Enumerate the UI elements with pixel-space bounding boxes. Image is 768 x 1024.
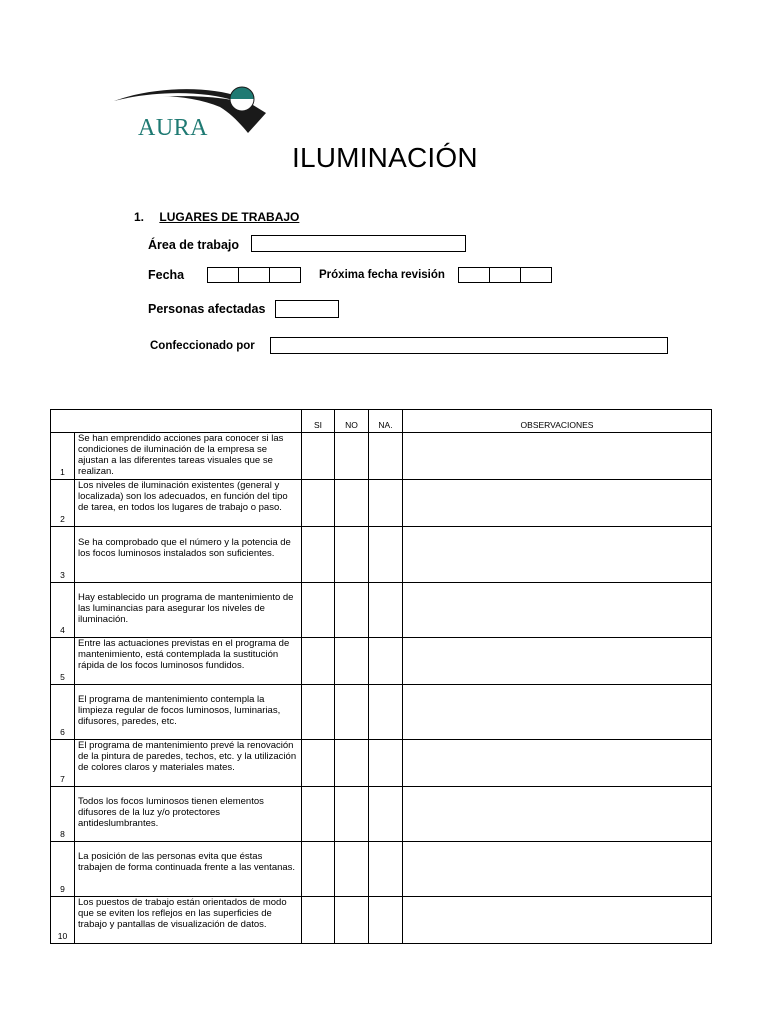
cell-no[interactable] [335, 638, 369, 685]
cell-na[interactable] [369, 842, 403, 897]
fecha-field[interactable] [207, 267, 301, 283]
cell-no[interactable] [335, 433, 369, 480]
cell-observaciones[interactable] [403, 583, 712, 638]
cell-na[interactable] [369, 480, 403, 527]
header-na: NA. [369, 410, 403, 433]
row-number: 9 [51, 842, 75, 897]
table-row [51, 787, 712, 842]
cell-no[interactable] [335, 527, 369, 583]
row-number: 1 [51, 433, 75, 480]
row-number: 2 [51, 480, 75, 527]
fecha-year-box[interactable] [269, 267, 301, 283]
personas-label: Personas afectadas [148, 302, 266, 316]
cell-si[interactable] [302, 527, 335, 583]
cell-observaciones[interactable] [403, 787, 712, 842]
page-title: ILUMINACIÓN [292, 142, 478, 173]
cell-observaciones[interactable] [403, 433, 712, 480]
table-row [51, 480, 712, 527]
cell-si[interactable] [302, 480, 335, 527]
area-field[interactable] [251, 235, 466, 252]
section-title: LUGARES DE TRABAJO [159, 210, 300, 224]
proxima-month-box[interactable] [489, 267, 521, 283]
proxima-label: Próxima fecha revisión [319, 269, 445, 281]
row-number: 5 [51, 638, 75, 685]
cell-observaciones[interactable] [403, 685, 712, 740]
proxima-year-box[interactable] [520, 267, 552, 283]
row-question: Todos los focos luminosos tienen elementos difusores de la luz y/o protectores antideslumbrantes. [75, 787, 302, 842]
cell-no[interactable] [335, 842, 369, 897]
table-row [51, 842, 712, 897]
fecha-day-box[interactable] [207, 267, 239, 283]
confeccionado-label: Confeccionado por [150, 340, 255, 352]
table-row [51, 433, 712, 480]
cell-si[interactable] [302, 842, 335, 897]
cell-si[interactable] [302, 685, 335, 740]
logo-text: AURA [138, 115, 209, 141]
row-number: 4 [51, 583, 75, 638]
row-question: Entre las actuaciones previstas en el programa de mantenimiento, está contemplada la sustitución rápida de los focos luminosos fundidos. [75, 638, 302, 685]
table-row [51, 897, 712, 944]
section-number: 1. [134, 210, 145, 224]
table-row [51, 527, 712, 583]
row-question: Se ha comprobado que el número y la potencia de los focos luminosos instalados son suficientes. [75, 527, 302, 583]
cell-si[interactable] [302, 433, 335, 480]
row-question: El programa de mantenimiento contempla la limpieza regular de focos luminosos, luminarias, difusores, paredes, etc. [75, 685, 302, 740]
cell-na[interactable] [369, 685, 403, 740]
table-row [51, 685, 712, 740]
table-row [51, 583, 712, 638]
cell-na[interactable] [369, 787, 403, 842]
cell-na[interactable] [369, 583, 403, 638]
table-row [51, 638, 712, 685]
cell-no[interactable] [335, 740, 369, 787]
row-question: Los puestos de trabajo están orientados de modo que se eviten los reflejos en las superficies de trabajo y pantallas de visualización de datos. [75, 897, 302, 944]
confeccionado-field[interactable] [270, 337, 668, 354]
cell-si[interactable] [302, 787, 335, 842]
cell-na[interactable] [369, 897, 403, 944]
row-question: Hay establecido un programa de mantenimiento de las luminancias para asegurar los niveles de iluminación. [75, 583, 302, 638]
cell-no[interactable] [335, 480, 369, 527]
cell-no[interactable] [335, 685, 369, 740]
proxima-day-box[interactable] [458, 267, 490, 283]
table-row [51, 740, 712, 787]
row-number: 10 [51, 897, 75, 944]
cell-no[interactable] [335, 583, 369, 638]
row-question: La posición de las personas evita que éstas trabajen de forma continuada frente a las ventanas. [75, 842, 302, 897]
header-question [51, 410, 302, 433]
table-header-row [51, 410, 712, 433]
cell-si[interactable] [302, 583, 335, 638]
row-question: El programa de mantenimiento prevé la renovación de la pintura de paredes, techos, etc. y la utilización de colores claros y materiales mates. [75, 740, 302, 787]
row-number: 7 [51, 740, 75, 787]
cell-si[interactable] [302, 897, 335, 944]
row-number: 8 [51, 787, 75, 842]
area-label: Área de trabajo [148, 238, 240, 252]
proxima-field[interactable] [458, 267, 552, 283]
header-si: SI [302, 410, 335, 433]
row-number: 6 [51, 685, 75, 740]
checklist-table [50, 409, 712, 944]
cell-si[interactable] [302, 740, 335, 787]
row-number: 3 [51, 527, 75, 583]
personas-field[interactable] [275, 300, 339, 318]
cell-observaciones[interactable] [403, 897, 712, 944]
cell-observaciones[interactable] [403, 527, 712, 583]
cell-observaciones[interactable] [403, 740, 712, 787]
section-heading [134, 210, 299, 224]
row-question: Los niveles de iluminación existentes (general y localizada) son los adecuados, en función del tipo de tarea, en todos los lugares de trabajo o paso. [75, 480, 302, 527]
row-question: Se han emprendido acciones para conocer si las condiciones de iluminación de la empresa se ajustan a las diferentes tareas visuales que se realizan. [75, 433, 302, 480]
header-observaciones: OBSERVACIONES [403, 410, 712, 433]
cell-na[interactable] [369, 740, 403, 787]
cell-si[interactable] [302, 638, 335, 685]
cell-na[interactable] [369, 527, 403, 583]
fecha-month-box[interactable] [238, 267, 270, 283]
cell-observaciones[interactable] [403, 480, 712, 527]
cell-na[interactable] [369, 638, 403, 685]
cell-observaciones[interactable] [403, 842, 712, 897]
fecha-label: Fecha [148, 268, 185, 282]
cell-no[interactable] [335, 897, 369, 944]
cell-na[interactable] [369, 433, 403, 480]
aura-logo [112, 85, 268, 145]
cell-observaciones[interactable] [403, 638, 712, 685]
header-no: NO [335, 410, 369, 433]
cell-no[interactable] [335, 787, 369, 842]
